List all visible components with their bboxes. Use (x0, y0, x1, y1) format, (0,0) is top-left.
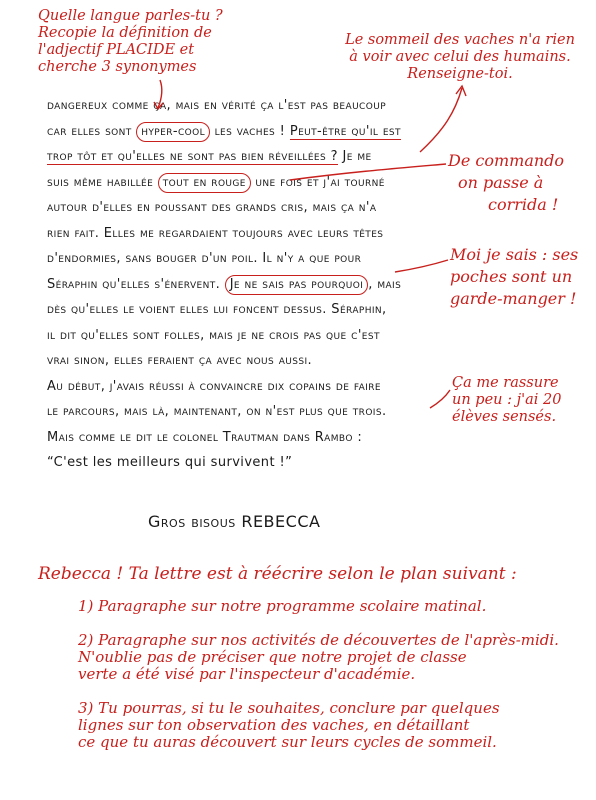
connector-rassure (430, 390, 450, 408)
note-garde-manger: Moi je sais : ses poches sont un garde-manger ! (450, 245, 579, 308)
note-cow-sleep: Le sommeil des vaches n'a rien à voir avec celui des humains. Renseigne-toi. (345, 32, 575, 82)
circled-tout-en-rouge: tout en rouge (158, 173, 251, 193)
note-placide-question: Quelle langue parles-tu ? Recopie la définition de l'adjectif PLACIDE et cherche 3 synonymes (38, 8, 223, 75)
arrow-to-paragraph (420, 88, 462, 152)
teacher-comment-item-2: 2) Paragraphe sur nos activités de découvertes de l'après-midi. N'oublie pas de préciser que notre projet de classe verte a été visé par l'inspecteur d'académie. (78, 631, 559, 683)
letter-signature: Gros bisous REBECCA (148, 512, 321, 531)
underlined-trop-tot: trop tôt et qu'elles ne sont pas bien réveillées ? (47, 149, 338, 164)
note-commando: De commando on passe à corrida ! (448, 151, 565, 214)
connector-commando (290, 164, 446, 180)
underlined-peut-etre: Peut-être qu'il est (289, 123, 401, 139)
letter-paragraph-2: Au début, j'avais réussi à convaincre dix copains de faire le parcours, mais là, maintenant, on n'est plus que trois. Mais comme le dit le colonel Trautman dans Rambo : “C'est les meilleurs qui survivent !” (47, 378, 387, 470)
teacher-comment-intro: Rebecca ! Ta lettre est à réécrire selon le plan suivant : (38, 564, 517, 584)
circled-hyper-cool: hyper-cool (136, 122, 210, 142)
teacher-comment-item-3: 3) Tu pourras, si tu le souhaites, conclure par quelques lignes sur ton observation des vaches, en détaillant ce que tu auras découvert sur leurs cycles de sommeil. (78, 699, 500, 751)
teacher-comment-item-1: 1) Paragraphe sur notre programme scolaire matinal. (78, 597, 487, 615)
letter-paragraph-1: dangereux comme ça, mais en vérité ça l'est pas beaucoup car elles sont hyper-cool les vaches ! Peut-être qu'il est trop tôt et qu'elles ne sont pas bien réveillées ? Je me suis même habillée tout en rouge une fois et j'ai tourné autour d'elles en poussant des grands cris, mais ça n'a rien fait. Elles me regardaient toujours avec leurs têtes d'endormies, sans bouger d'un poil. Il n'y a que pour Séraphin qu'elles s'énervent. Je ne sais pas pourquoi , mais dès qu'elles le voient elles lui foncent dessus. Séraphin, il dit qu'elles sont folles, mais je ne crois pas que c'est vrai sinon, elles feraient ça avec nous aussi. (47, 98, 402, 368)
note-rassure: Ça me rassure un peu : j'ai 20 élèves sensés. (452, 375, 562, 425)
circled-je-ne-sais-pas: Je ne sais pas pourquoi (225, 275, 369, 295)
arrow-to-comme (158, 80, 162, 108)
connector-garde-manger (395, 260, 448, 272)
